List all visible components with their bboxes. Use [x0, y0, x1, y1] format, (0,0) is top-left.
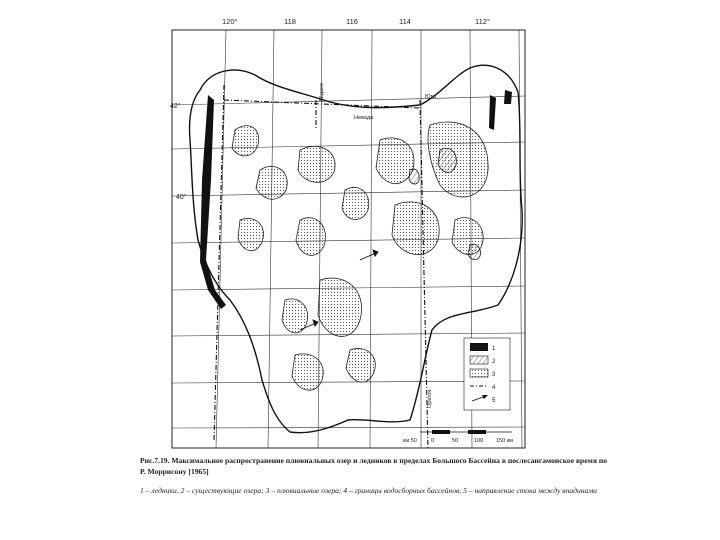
legend-num-3: 3 — [492, 372, 496, 378]
label-nevada: Невада — [354, 115, 374, 121]
label-idaho: Айдахо — [319, 83, 325, 102]
lon-label-118: 118 — [284, 17, 296, 26]
glacier-icon — [470, 343, 488, 351]
lon-label-112: 112° — [475, 17, 490, 26]
lat-label-42: 42° — [170, 103, 181, 110]
scale-bar — [403, 430, 513, 444]
scale-prefix: км 50 — [403, 438, 417, 444]
lon-label-114: 114 — [399, 17, 411, 26]
latitude-labels — [170, 102, 187, 201]
lat-label-40: 40° — [176, 194, 187, 201]
pluvial-lake-icon — [470, 369, 488, 377]
scale-tick-0: 0 — [431, 438, 435, 444]
caption-body: 1 – ледники, 2 – существующие озера; 3 – плювиальные озера; 4 – границы водосборных бассейнов, 5 – направление стока между впадинами — [140, 486, 597, 495]
scale-tick-150: 150 км — [496, 438, 513, 444]
legend-num-2: 2 — [492, 359, 496, 365]
legend — [464, 338, 510, 410]
scale-tick-100: 100 — [474, 438, 484, 444]
longitude-labels — [222, 17, 490, 26]
existing-lake-icon — [470, 356, 488, 364]
legend-num-1: 1 — [492, 346, 496, 352]
lon-label-116: 116 — [346, 17, 358, 26]
caption-title: Рис.7.19. Максимальное распространение плювиальных озер и ледников в пределах Большого Бассейна в послесангамонское время по Р. Моррисону [1965] — [140, 456, 608, 476]
label-utah: Юта — [425, 94, 437, 100]
figure-caption — [140, 455, 610, 496]
legend-num-4: 4 — [492, 385, 496, 391]
legend-num-5: 5 — [492, 398, 496, 404]
lon-label-120: 120° — [222, 17, 238, 26]
scale-tick-50: 50 — [452, 438, 459, 444]
label-oregon: Орегон — [427, 389, 433, 408]
